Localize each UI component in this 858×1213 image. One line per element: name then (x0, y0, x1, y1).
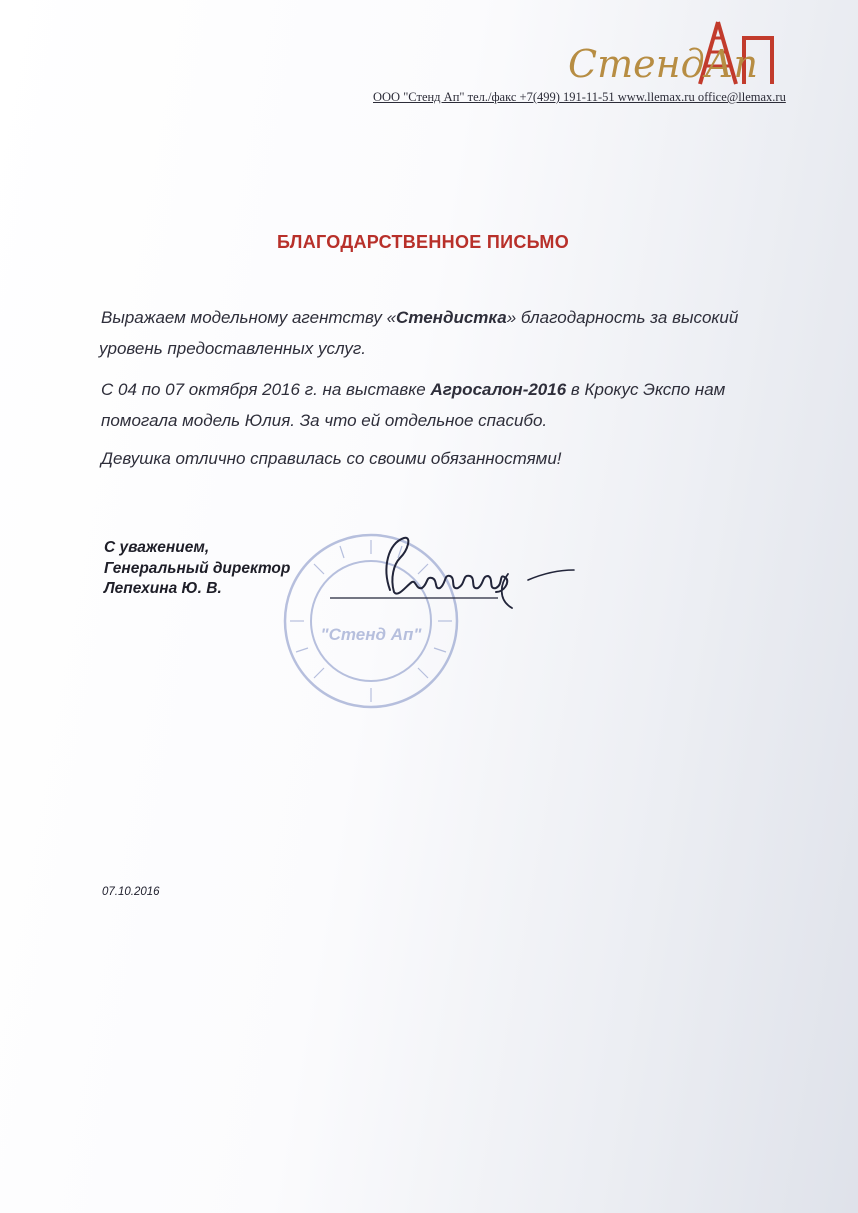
p1-text-c: уровень предоставленных услуг. (99, 339, 367, 358)
handwritten-signature (320, 528, 590, 628)
signature-block (104, 538, 290, 600)
p2-text-b: в Крокус Экспо нам (566, 380, 726, 399)
signer-position: Генеральный директор (104, 559, 291, 577)
paragraph-1 (101, 302, 801, 364)
company-logo (560, 18, 790, 90)
p2-text-c: помогала модель Юлия. За что ей отдельное спасибо. (101, 411, 548, 430)
contact-line: ООО "Стенд Ап" тел./факс +7(499) 191-11-51 www.llemax.ru office@llemax.ru (373, 90, 786, 104)
signer-name: Лепехина Ю. В. (104, 580, 222, 597)
paragraph-3: Девушка отлично справилась со своими обязанностями! (101, 449, 562, 468)
stamp-text: "Стенд Ап" (320, 625, 422, 644)
event-name: Агросалон-2016 (430, 380, 567, 399)
agency-name: Стендистка (396, 308, 507, 327)
letter-date: 07.10.2016 (102, 886, 160, 898)
letter-title: БЛАГОДАРСТВЕННОЕ ПИСЬМО (276, 232, 570, 252)
p1-text-b: » благодарность за высокий (506, 308, 739, 327)
p2-text-a: С 04 по 07 октября 2016 г. на выставке (101, 380, 431, 399)
p1-text-a: Выражаем модельному агентству « (101, 308, 397, 327)
logo-text: СтендАп (568, 42, 758, 86)
paragraph-2 (101, 374, 801, 436)
closing-line: С уважением, (104, 539, 210, 556)
